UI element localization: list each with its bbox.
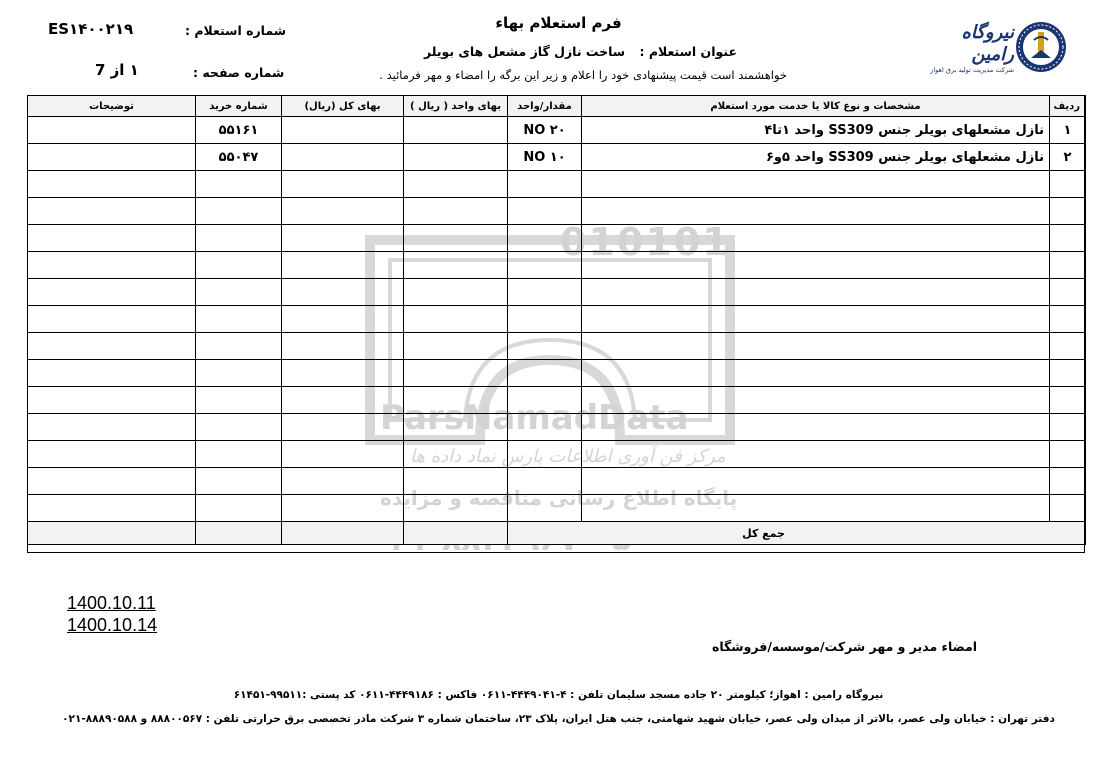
cell-purchase-number xyxy=(196,333,282,360)
cell-purchase-number: ۵۵۱۶۱ xyxy=(196,117,282,144)
table-header-row xyxy=(28,96,1086,117)
footer-tehran-office: دفتر تهران : خیابان ولی عصر، بالاتر از میدان ولی عصر، خیابان شهید شهامتی، جنب هتل ایران، پلاک ۲۳، ساختمان شماره ۳ شرکت مادر تخصصی برق حرارتی تلفن : ۸۸۸۰۰۵۶۷ و ۸۸۸۹۰۵۸۸-۰۲۱ xyxy=(62,713,1055,725)
cell-quantity: ۱۰ NO xyxy=(508,144,582,171)
cell-description xyxy=(582,198,1050,225)
cell-notes[interactable] xyxy=(28,468,196,495)
cell-unit-price[interactable] xyxy=(404,144,508,171)
request-text: خواهشمند است قیمت پیشنهادی خود را اعلام و زیر این برگه را امضاء و مهر فرمائید . xyxy=(379,68,787,82)
cell-purchase-number xyxy=(196,225,282,252)
cell-row xyxy=(1050,279,1086,306)
cell-notes[interactable] xyxy=(28,414,196,441)
cell-total-price[interactable] xyxy=(282,495,404,522)
cell-row xyxy=(1050,414,1086,441)
cell-total-price[interactable] xyxy=(282,171,404,198)
cell-unit-price[interactable] xyxy=(404,252,508,279)
cell-unit-price[interactable] xyxy=(404,360,508,387)
cell-quantity xyxy=(508,387,582,414)
cell-notes[interactable] xyxy=(28,387,196,414)
cell-description xyxy=(582,414,1050,441)
cell-unit-price[interactable] xyxy=(404,306,508,333)
cell-quantity xyxy=(508,441,582,468)
cell-notes[interactable] xyxy=(28,279,196,306)
cell-quantity xyxy=(508,198,582,225)
cell-notes[interactable] xyxy=(28,495,196,522)
cell-total-price[interactable] xyxy=(282,252,404,279)
cell-purchase-number xyxy=(196,468,282,495)
empty-table-row xyxy=(28,225,1086,252)
col-header-row: ردیف xyxy=(1050,96,1086,117)
cell-row xyxy=(1050,495,1086,522)
cell-unit-price[interactable] xyxy=(404,198,508,225)
total-notes-cell xyxy=(28,522,196,545)
cell-quantity xyxy=(508,225,582,252)
cell-purchase-number xyxy=(196,360,282,387)
col-header-quantity: مقدار/واحد xyxy=(508,96,582,117)
empty-table-row xyxy=(28,387,1086,414)
cell-row xyxy=(1050,387,1086,414)
col-header-description: مشخصات و نوع کالا یا خدمت مورد استعلام xyxy=(582,96,1050,117)
cell-unit-price[interactable] xyxy=(404,117,508,144)
cell-unit-price[interactable] xyxy=(404,333,508,360)
page-number-value: ۱ از 7 xyxy=(95,61,139,79)
signature-label: امضاء مدیر و مهر شرکت/موسسه/فروشگاه xyxy=(711,639,977,654)
cell-unit-price[interactable] xyxy=(404,414,508,441)
empty-table-row xyxy=(28,279,1086,306)
cell-total-price[interactable] xyxy=(282,387,404,414)
cell-quantity xyxy=(508,306,582,333)
cell-notes[interactable] xyxy=(28,441,196,468)
cell-description xyxy=(582,387,1050,414)
col-header-notes: توضیحات xyxy=(28,96,196,117)
footer-plant-address: نیروگاه رامین : اهواز؛ کیلومتر ۲۰ جاده مسجد سلیمان تلفن : ۴-۴۴۴۹۰۴۱-۰۶۱۱ فاکس : ۴۴۴۹۱۸۶-۰۶۱۱ کد پستی :۹۹۵۱۱-۶۱۴۵۱ xyxy=(233,689,884,701)
cell-total-price[interactable] xyxy=(282,279,404,306)
watermark-brand: ParsNamadData xyxy=(380,398,689,438)
page-number-label: شماره صفحه : xyxy=(193,65,285,80)
cell-total-price[interactable] xyxy=(282,360,404,387)
date-issue: 1400.10.11 xyxy=(67,593,156,613)
inquiry-subject xyxy=(424,44,737,59)
cell-quantity xyxy=(508,279,582,306)
cell-total-price[interactable] xyxy=(282,225,404,252)
cell-description: نازل مشعلهای بویلر جنس SS309 واحد ۱تا۴ xyxy=(582,117,1050,144)
cell-description xyxy=(582,225,1050,252)
cell-row xyxy=(1050,333,1086,360)
empty-table-row xyxy=(28,495,1086,522)
cell-row xyxy=(1050,306,1086,333)
cell-purchase-number xyxy=(196,171,282,198)
cell-unit-price[interactable] xyxy=(404,441,508,468)
cell-purchase-number: ۵۵۰۴۷ xyxy=(196,144,282,171)
cell-notes[interactable] xyxy=(28,198,196,225)
brand-name: نیروگاه رامین xyxy=(961,22,1014,65)
brand-block xyxy=(918,22,1014,74)
cell-quantity xyxy=(508,414,582,441)
empty-table-row xyxy=(28,171,1086,198)
cell-purchase-number xyxy=(196,441,282,468)
cell-row: ۱ xyxy=(1050,117,1086,144)
inquiry-number-label: شماره استعلام : xyxy=(185,23,287,38)
table-row xyxy=(28,144,1086,171)
cell-total-price[interactable] xyxy=(282,117,404,144)
total-row xyxy=(28,522,1086,545)
cell-description xyxy=(582,171,1050,198)
col-header-purchase-number: شماره خرید xyxy=(196,96,282,117)
empty-table-row xyxy=(28,306,1086,333)
cell-row xyxy=(1050,198,1086,225)
empty-table-row xyxy=(28,198,1086,225)
cell-quantity: ۲۰ NO xyxy=(508,117,582,144)
table-row xyxy=(28,117,1086,144)
cell-total-price[interactable] xyxy=(282,306,404,333)
cell-notes[interactable] xyxy=(28,225,196,252)
inquiry-number-value: ES۱۴۰۰۲۱۹ xyxy=(48,20,134,38)
cell-description xyxy=(582,360,1050,387)
cell-row xyxy=(1050,225,1086,252)
empty-table-row xyxy=(28,333,1086,360)
cell-total-price[interactable] xyxy=(282,198,404,225)
cell-description xyxy=(582,252,1050,279)
col-header-unit-price: بهای واحد ( ریال ) xyxy=(404,96,508,117)
cell-purchase-number xyxy=(196,414,282,441)
total-unit-price-cell xyxy=(404,522,508,545)
cell-notes[interactable] xyxy=(28,306,196,333)
cell-description xyxy=(582,495,1050,522)
cell-quantity xyxy=(508,468,582,495)
cell-unit-price[interactable] xyxy=(404,279,508,306)
cell-quantity xyxy=(508,171,582,198)
total-label: جمع کل xyxy=(508,522,1086,545)
cell-total-price[interactable] xyxy=(282,333,404,360)
cell-description xyxy=(582,306,1050,333)
inquiry-table xyxy=(27,95,1086,545)
cell-purchase-number xyxy=(196,252,282,279)
cell-notes[interactable] xyxy=(28,360,196,387)
cell-total-price[interactable] xyxy=(282,414,404,441)
empty-table-row xyxy=(28,360,1086,387)
cell-row xyxy=(1050,468,1086,495)
cell-row xyxy=(1050,171,1086,198)
cell-notes[interactable] xyxy=(28,144,196,171)
empty-table-row xyxy=(28,252,1086,279)
total-price-cell[interactable] xyxy=(282,522,404,545)
watermark-line3: پایگاه اطلاع رسانی مناقصه و مزایده xyxy=(380,486,738,510)
power-plant-emblem-icon xyxy=(1014,20,1068,74)
cell-unit-price[interactable] xyxy=(404,171,508,198)
cell-row: ۲ xyxy=(1050,144,1086,171)
cell-description xyxy=(582,333,1050,360)
form-title: فرم استعلام بهاء xyxy=(495,14,622,32)
cell-description: نازل مشعلهای بویلر جنس SS309 واحد ۵و۶ xyxy=(582,144,1050,171)
cell-notes[interactable] xyxy=(28,171,196,198)
cell-row xyxy=(1050,252,1086,279)
cell-quantity xyxy=(508,333,582,360)
cell-notes[interactable] xyxy=(28,117,196,144)
cell-description xyxy=(582,468,1050,495)
cell-description xyxy=(582,441,1050,468)
cell-total-price[interactable] xyxy=(282,441,404,468)
cell-unit-price[interactable] xyxy=(404,468,508,495)
cell-purchase-number xyxy=(196,495,282,522)
watermark-line2: مرکز فن آوری اطلاعات پارس نماد داده ها xyxy=(410,446,726,467)
empty-table-row xyxy=(28,414,1086,441)
cell-unit-price[interactable] xyxy=(404,387,508,414)
cell-notes[interactable] xyxy=(28,333,196,360)
cell-unit-price[interactable] xyxy=(404,225,508,252)
watermark-digits: 010101 xyxy=(560,220,731,264)
cell-purchase-number xyxy=(196,279,282,306)
cell-purchase-number xyxy=(196,198,282,225)
cell-unit-price[interactable] xyxy=(404,495,508,522)
cell-total-price[interactable] xyxy=(282,144,404,171)
subject-label: عنوان استعلام : xyxy=(639,44,737,59)
empty-table-row xyxy=(28,441,1086,468)
cell-quantity xyxy=(508,360,582,387)
cell-purchase-number xyxy=(196,387,282,414)
subject-value: ساخت نازل گاز مشعل های بویلر xyxy=(423,44,626,59)
cell-purchase-number xyxy=(196,306,282,333)
cell-quantity xyxy=(508,252,582,279)
cell-notes[interactable] xyxy=(28,252,196,279)
cell-row xyxy=(1050,360,1086,387)
brand-subtitle: شرکت مدیریت تولید برق اهواز xyxy=(930,66,1014,74)
cell-total-price[interactable] xyxy=(282,468,404,495)
cell-description xyxy=(582,279,1050,306)
empty-table-row xyxy=(28,468,1086,495)
cell-row xyxy=(1050,441,1086,468)
total-purchase-cell xyxy=(196,522,282,545)
col-header-total-price: بهای کل (ریال) xyxy=(282,96,404,117)
date-deadline: 1400.10.14 xyxy=(67,615,158,635)
cell-quantity xyxy=(508,495,582,522)
